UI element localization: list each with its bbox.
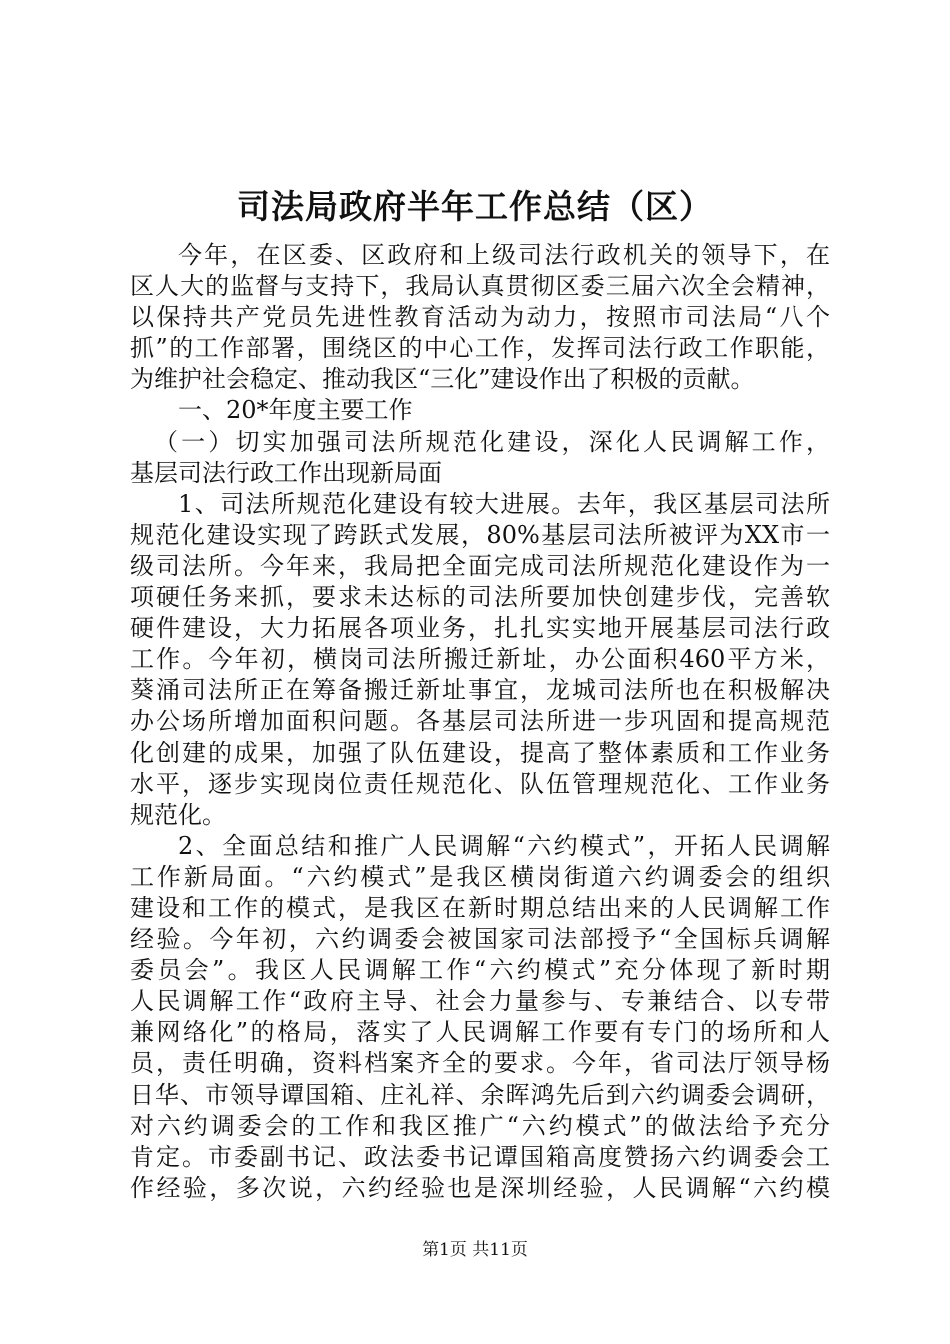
subsection-heading-cont: 基层司法行政工作出现新局面 [130,458,442,487]
text-line: 为维护社会稳定、推动我区“三化”建设作出了积极的贡献。 [130,365,755,394]
text-line: 规范化。 [130,800,226,829]
text-line: 工作。今年初，横岗司法所搬迁新址，办公面积460平方米， [130,645,830,674]
text-line: 工作新局面。“六约模式”是我区横岗街道六约调委会的组织 [130,862,830,891]
text-line: 兼网络化”的格局，落实了人民调解工作要有专门的场所和人 [130,1018,830,1047]
subsection-heading: （一）切实加强司法所规范化建设，深化人民调解工作， [154,427,830,456]
text-line: 水平，逐步实现岗位责任规范化、队伍管理规范化、工作业务 [130,769,830,798]
text-line: 规范化建设实现了跨跃式发展，80%基层司法所被评为XX市一 [130,520,830,549]
text-line: 员，责任明确，资料档案齐全的要求。今年，省司法厅领导杨 [130,1049,830,1078]
text-line: 区人大的监督与支持下，我局认真贯彻区委三届六次全会精神， [130,272,830,301]
text-line: 以保持共产党员先进性教育活动为动力，按照市司法局“八个 [130,303,830,332]
text-line: 葵涌司法所正在筹备搬迁新址事宜，龙城司法所也在积极解决 [130,676,830,705]
document-body [130,240,830,1204]
document-title: 司法局政府半年工作总结（区） [237,187,713,226]
text-line: 经验。今年初，六约调委会被国家司法部授予“全国标兵调解 [130,925,830,954]
text-line: 级司法所。今年来，我局把全面完成司法所规范化建设作为一 [130,551,830,580]
text-line: 日华、市领导谭国箱、庄礼祥、余晖鸿先后到六约调委会调研， [130,1080,830,1109]
text-line: 对六约调委会的工作和我区推广“六约模式”的做法给予充分 [130,1111,830,1140]
text-line: 项硬任务来抓，要求未达标的司法所要加快创建步伐，完善软 [130,583,830,612]
text-line: 肯定。市委副书记、政法委书记谭国箱高度赞扬六约调委会工 [130,1142,830,1171]
text-line: 硬件建设，大力拓展各项业务，扎扎实实地开展基层司法行政 [130,614,830,643]
text-line: 委员会”。我区人民调解工作“六约模式”充分体现了新时期 [130,956,830,985]
page-number: 第1页 共11页 [422,1240,528,1260]
text-line: 办公场所增加面积问题。各基层司法所进一步巩固和提高规范 [130,707,830,736]
text-line: 今年，在区委、区政府和上级司法行政机关的领导下，在 [178,241,830,269]
text-line: 作经验，多次说，六约经验也是深圳经验，人民调解“六约模 [130,1173,830,1202]
section-heading: 一、20*年度主要工作 [178,396,413,425]
text-line: 2、全面总结和推广人民调解“六约模式”，开拓人民调解 [178,831,830,860]
text-line: 1、司法所规范化建设有较大进展。去年，我区基层司法所 [178,489,830,518]
text-line: 人民调解工作“政府主导、社会力量参与、专兼结合、以专带 [130,987,830,1016]
text-line: 建设和工作的模式，是我区在新时期总结出来的人民调解工作 [130,893,830,922]
text-line: 抓”的工作部署，围绕区的中心工作，发挥司法行政工作职能， [130,334,830,363]
text-line: 化创建的成果，加强了队伍建设，提高了整体素质和工作业务 [130,738,830,767]
